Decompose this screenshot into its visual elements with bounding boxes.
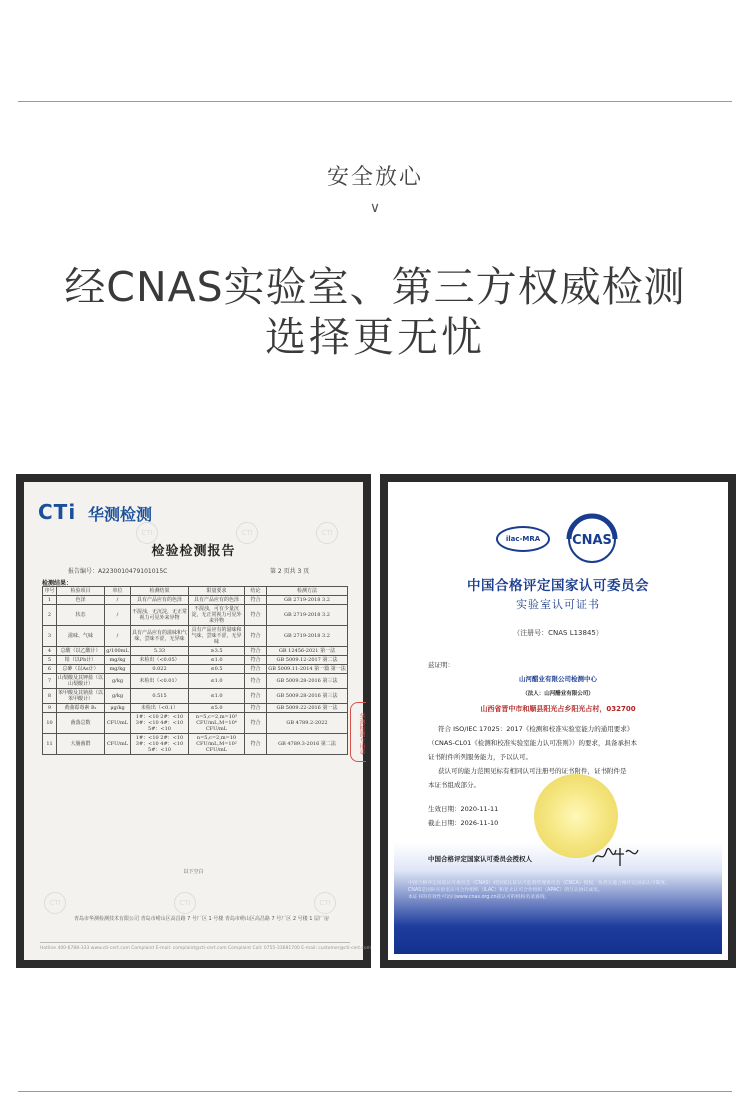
certificate-body: （CNAS-CL01《检测和校准实验室能力认可准则》）的要求，具备承担本 xyxy=(428,739,637,747)
footer-line: CNAS是国际实验室认可合作组织（ILAC）和亚太认可合作组织（APAC）的互认协议成员。 xyxy=(408,888,603,893)
watermark-icon: CTI xyxy=(236,522,258,544)
table-cell: 0.515 xyxy=(131,689,189,704)
end-note: 以下空白 xyxy=(183,869,204,875)
chevron-down-icon: ∨ xyxy=(369,200,381,216)
table-cell: 不混浊，可有少量沉淀，无正常视力可见外来异物 xyxy=(189,605,245,626)
side-seal-stamp: 华测检测专用章 xyxy=(350,702,366,762)
table-row xyxy=(43,605,348,626)
table-cell: GB 5009.11-2014 第一篇 第一法 xyxy=(268,666,346,672)
cnas-certificate-image xyxy=(380,474,736,968)
table-cell: ≤1.0 xyxy=(189,689,245,704)
table-cell: 符合 xyxy=(245,734,267,755)
table-cell: 具有产品应有的色泽 xyxy=(131,596,189,605)
table-cell: GB 12456-2021 第一法 xyxy=(267,647,348,656)
table-cell: ≤1.0 xyxy=(189,656,245,665)
certificate-issuer: 中国合格评定国家认可委员会 xyxy=(467,578,649,594)
table-row xyxy=(43,704,348,713)
watermark-icon: CTI xyxy=(314,892,336,914)
issue-date: 生效日期：2020-11-11 xyxy=(428,805,499,813)
expiry-date: 截止日期：2026-11-10 xyxy=(428,819,499,827)
table-cell: 5 xyxy=(43,656,57,665)
column-header: 结论 xyxy=(245,587,267,596)
table-cell: 色泽 xyxy=(57,596,105,605)
table-row xyxy=(43,674,348,689)
table-cell: 未检出（<0.1） xyxy=(131,704,189,713)
certificate-body: 证书附件所列服务能力，予以认可。 xyxy=(428,753,532,761)
table-cell: ≥3.5 xyxy=(189,647,245,656)
table-cell: 未检出（<0.01） xyxy=(131,674,189,689)
table-cell: ≤0.5 xyxy=(189,665,245,674)
table-cell: g/kg xyxy=(105,689,131,704)
table-cell: 1#：<10 2#：<10 3#：<10 4#：<10 5#：<10 xyxy=(131,713,189,734)
table-header-row xyxy=(43,587,348,596)
table-cell: CFU/mL xyxy=(105,713,131,734)
table-cell: 铅（以Pb计） xyxy=(57,656,105,665)
table-cell: 6 xyxy=(43,665,57,674)
table-cell: 符合 xyxy=(245,713,267,734)
table-row xyxy=(43,656,348,665)
certificate-subtitle: 实验室认可证书 xyxy=(516,598,600,611)
table-cell: 符合 xyxy=(245,605,267,626)
table-cell: 菌落总数 xyxy=(57,713,105,734)
footer-line: 中国合格评定国家认可委员会（CNAS）经国家认证认可监督管理委员会（CNCA）授权，负责实施合格评定国家认可制度。 xyxy=(408,881,670,886)
table-row xyxy=(43,596,348,605)
table-cell: 1 xyxy=(43,596,57,605)
signature-image xyxy=(590,844,640,868)
table-cell: GB 5009.22-2016 第一法 xyxy=(267,704,348,713)
table-row xyxy=(43,665,348,674)
column-header: 检验项目 xyxy=(57,587,105,596)
table-cell: 3 xyxy=(43,626,57,647)
certificate-body: 符合 ISO/IEC 17025：2017《检测和校准实验室能力的通用要求》 xyxy=(438,725,634,733)
organization-address: 山西省晋中市和顺县阳光占乡阳光占村，032700 xyxy=(480,705,636,713)
table-cell: 具有产品应有的色泽 xyxy=(189,596,245,605)
headline-line1: 经CNAS实验室、第三方权威检测 xyxy=(64,263,686,311)
table-cell: 11 xyxy=(43,734,57,755)
table-cell: 符合 xyxy=(245,665,267,674)
table-cell: mg/kg xyxy=(105,656,131,665)
table-cell: 符合 xyxy=(245,674,267,689)
authorized-signatory: 中国合格评定国家认可委员会授权人 xyxy=(428,855,532,863)
column-header: 检测方法 xyxy=(267,587,348,596)
test-report-page xyxy=(24,482,371,960)
table-cell: 符合 xyxy=(245,596,267,605)
certificate-body: 获认可的能力范围见标有相同认可注册号的证书附件，证书附件是 xyxy=(438,767,627,775)
report-title: 检验检测报告 xyxy=(151,544,236,559)
table-cell: / xyxy=(105,626,131,647)
table-cell: g/100mL xyxy=(106,648,129,654)
certificate-footer xyxy=(408,880,708,901)
table-cell: 总砷（以As计） xyxy=(57,665,105,674)
legal-entity: （法人：山河醋业有限公司） xyxy=(522,691,594,697)
table-cell: 总酸（以乙酸计） xyxy=(57,647,105,656)
table-cell: 黄曲霉毒素 B₁ xyxy=(57,704,105,713)
table-cell: 苯甲酸及其钠盐（以苯甲酸计） xyxy=(58,690,104,702)
table-row xyxy=(43,647,348,656)
organization-name: 山河醋业有限公司检测中心 xyxy=(519,675,597,683)
table-cell: ≤1.0 xyxy=(189,674,245,689)
table-cell: 符合 xyxy=(245,647,267,656)
table-cell: GB 2719-2018 3.2 xyxy=(267,605,348,626)
footer-line: 本证书的有效性可访问www.cnas.org.cn获认可的机构名录查询。 xyxy=(408,895,550,900)
table-cell: GB 5009.12-2017 第二法 xyxy=(267,656,348,665)
section-label: 安全放心 xyxy=(326,165,423,190)
table-cell: 符合 xyxy=(245,626,267,647)
table-cell: mg/kg xyxy=(105,665,131,674)
report-number: 报告编号：A2230010479101015C xyxy=(68,568,168,575)
table-cell: 5.33 xyxy=(131,647,189,656)
cnas-certificate-page xyxy=(388,482,728,960)
column-header: 序号 xyxy=(44,588,55,594)
table-cell: GB 5009.28-2016 第三法 xyxy=(267,689,348,704)
table-cell: g/kg xyxy=(105,674,131,689)
table-cell: 符合 xyxy=(245,689,267,704)
table-row xyxy=(43,734,348,755)
watermark-icon: CTI xyxy=(174,892,196,914)
table-cell: GB 4789.3-2016 第二法 xyxy=(267,734,348,755)
table-cell: μg/kg xyxy=(105,704,131,713)
table-cell: / xyxy=(105,605,131,626)
results-table-body xyxy=(43,596,348,755)
table-cell: CFU/mL xyxy=(105,734,131,755)
watermark-icon: CTI xyxy=(316,522,338,544)
table-cell: GB 2719-2018 3.2 xyxy=(267,596,348,605)
ilac-mra-logo: ilac-MRA xyxy=(496,526,550,552)
table-cell: GB 4789.2-2022 xyxy=(267,713,348,734)
column-header: 单位 xyxy=(105,587,131,596)
table-cell: 不混浊，无沉淀，无正常视力可见外来异物 xyxy=(131,605,189,626)
watermark-icon: CTI xyxy=(44,892,66,914)
bottom-divider xyxy=(18,1091,732,1092)
table-cell: 具有产品应有的滋味和气味，尝味不涩，无异味 xyxy=(131,626,189,647)
test-report-image xyxy=(16,474,371,968)
registration-number: （注册号：CNAS L13845） xyxy=(513,629,603,637)
table-cell: 8 xyxy=(43,689,57,704)
watermark-icon: CTI xyxy=(136,522,158,544)
cnas-logo-text: CNAS xyxy=(572,533,612,548)
certify-label: 兹证明： xyxy=(428,661,454,669)
headline-line2: 选择更无忧 xyxy=(265,313,485,361)
table-cell: 2 xyxy=(43,605,57,626)
table-cell: n=5,c=2,m=10 CFU/mL,M=10² CFU/mL xyxy=(189,734,245,755)
table-cell: n=5,c=2,m=10³ CFU/mL,M=10⁴ CFU/mL xyxy=(189,713,245,734)
table-cell: 0.022 xyxy=(131,665,189,674)
table-row xyxy=(43,626,348,647)
table-cell: 符合 xyxy=(245,704,267,713)
table-row xyxy=(43,689,348,704)
table-cell: 大肠菌群 xyxy=(57,734,105,755)
cti-logo-cn: 华测检测 xyxy=(88,505,153,524)
table-row xyxy=(43,713,348,734)
column-header: 检测结果 xyxy=(131,587,189,596)
table-cell: / xyxy=(105,596,131,605)
table-cell: 符合 xyxy=(245,656,267,665)
table-cell: 未检出（<0.05） xyxy=(131,656,189,665)
lab-address: 青岛市华测检测技术有限公司 青岛市崂山区高昌路 7 号厂区 1 号楼 青岛市崂山区高昌路 7 号厂区 2 号楼 1 层厂房 xyxy=(74,916,329,922)
table-cell: 10 xyxy=(43,713,57,734)
top-divider xyxy=(18,101,732,102)
table-cell: 具有产品应有的滋味和气味，尝味不涩，无异味 xyxy=(189,626,245,647)
report-page-info: 第 2 页共 3 页 xyxy=(270,568,310,575)
certificate-background xyxy=(394,488,722,954)
table-cell: 山梨酸及其钾盐（以山梨酸计） xyxy=(58,675,104,687)
table-cell: 滋味、气味 xyxy=(57,626,105,647)
table-cell: 状态 xyxy=(57,605,105,626)
table-cell: 7 xyxy=(43,674,57,689)
certificate-body: 本证书组成部分。 xyxy=(428,781,480,789)
table-cell: GB 2719-2018 3.2 xyxy=(267,626,348,647)
table-cell: 9 xyxy=(43,704,57,713)
cnas-logo xyxy=(560,514,624,564)
contact-info: Hotline 400-6788-333 www.cti-cert.com Complaint E-mail: complaint@cti-cert.com Complaint Call: 0755-33681700 E-mail: customer@cti-cert.com xyxy=(40,942,350,951)
table-cell: 4 xyxy=(43,647,57,656)
column-header: 限量要求 xyxy=(189,587,245,596)
table-cell: ≤5.0 xyxy=(189,704,245,713)
results-table xyxy=(42,586,348,755)
table-cell: GB 5009.28-2016 第三法 xyxy=(267,674,348,689)
table-cell: 1#：<10 2#：<10 3#：<10 4#：<10 5#：<10 xyxy=(131,734,189,755)
cti-logo: CTi xyxy=(38,500,77,524)
results-heading: 检测结果： xyxy=(42,580,73,587)
